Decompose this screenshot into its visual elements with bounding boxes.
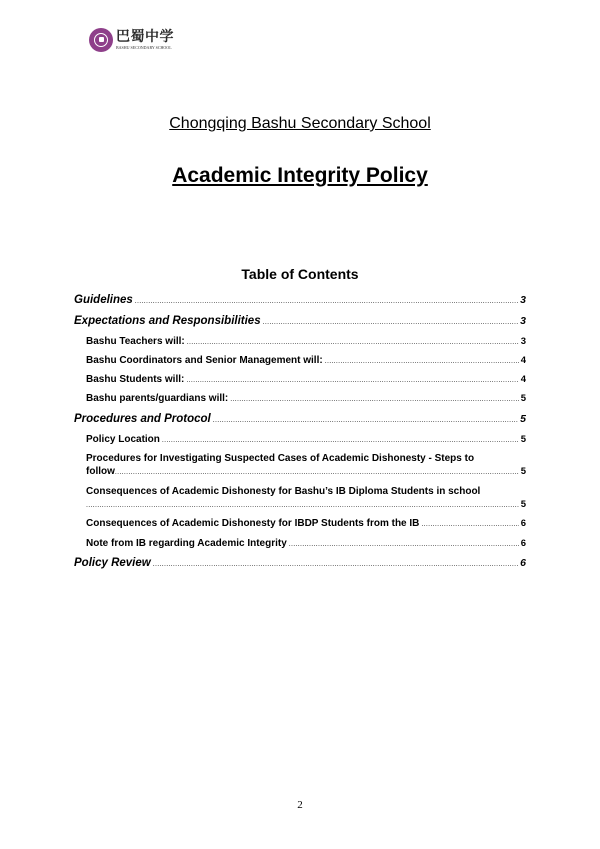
toc-leader — [289, 541, 519, 548]
toc-page-number: 5 — [520, 413, 526, 425]
toc-leader — [86, 502, 519, 509]
toc-leader — [187, 339, 519, 346]
toc-entry-label: Bashu Teachers will: — [86, 336, 185, 347]
toc-entry-policy-location[interactable] — [86, 434, 526, 445]
toc-page-number: 6 — [520, 538, 526, 549]
toc-entry-students[interactable] — [86, 374, 526, 385]
toc-entry-label: Bashu parents/guardians will: — [86, 393, 229, 404]
toc-heading: Table of Contents — [241, 266, 359, 282]
toc-page-number: 4 — [520, 355, 526, 366]
toc-page-number: 3 — [520, 315, 526, 327]
toc-page-number: 4 — [520, 374, 526, 385]
toc-page-number: 6 — [520, 557, 526, 569]
toc-entry-parents[interactable] — [86, 393, 526, 404]
toc-entry-label: Bashu Coordinators and Senior Management will: — [86, 355, 323, 366]
toc-entry-label-line2: follow — [86, 466, 115, 477]
toc-entry-note-ib[interactable] — [86, 538, 526, 549]
toc-entry-label: Note from IB regarding Academic Integrity — [86, 538, 287, 549]
toc-entry-label: Bashu Students will: — [86, 374, 185, 385]
toc-page-number: 3 — [520, 294, 526, 306]
toc-entry-guidelines[interactable] — [74, 294, 526, 306]
toc-entry-policy-review[interactable] — [74, 557, 526, 569]
toc-entry-consequences-school[interactable] — [86, 485, 526, 510]
toc-entry-coordinators[interactable] — [86, 355, 526, 366]
document-title: Academic Integrity Policy — [172, 164, 428, 187]
toc-entry-expectations[interactable] — [74, 315, 526, 327]
toc-leader — [135, 298, 518, 305]
toc-entry-label: Consequences of Academic Dishonesty for IBDP Students from the IB — [86, 518, 420, 529]
toc-entry-label-line1: Procedures for Investigating Suspected Cases of Academic Dishonesty - Steps to — [86, 453, 475, 464]
toc-entry-label-line1: Consequences of Academic Dishonesty for Bashu’s IB Diploma Students in school — [86, 486, 481, 497]
logo-chinese-name: 巴蜀中学 — [116, 28, 174, 45]
toc-entry-teachers[interactable] — [86, 336, 526, 347]
toc-page-number: 3 — [520, 336, 526, 347]
school-seal-icon — [89, 28, 113, 52]
toc-page-number: 5 — [520, 466, 526, 477]
toc-entry-label: Guidelines — [74, 294, 133, 306]
toc-page-number: 5 — [520, 499, 526, 510]
toc-entry-label: Policy Review — [74, 557, 151, 569]
toc-entry-investigating[interactable] — [86, 452, 526, 477]
toc-entry-label: Procedures and Protocol — [74, 413, 211, 425]
toc-leader — [162, 437, 519, 444]
logo-english-name: BASHU SECONDARY SCHOOL — [116, 44, 172, 50]
toc-leader — [153, 561, 518, 568]
school-name: Chongqing Bashu Secondary School — [169, 115, 431, 132]
toc-leader — [186, 377, 518, 384]
toc-leader — [263, 319, 519, 326]
toc-entry-consequences-ib[interactable] — [86, 518, 526, 529]
toc-page-number: 5 — [520, 393, 526, 404]
toc-leader — [421, 521, 518, 528]
school-logo — [89, 26, 175, 53]
page-number: 2 — [297, 799, 303, 811]
toc-entry-label: Expectations and Responsibilities — [74, 315, 261, 327]
toc-page-number: 5 — [520, 434, 526, 445]
toc-entry-procedures[interactable] — [74, 413, 526, 425]
toc-leader — [230, 396, 518, 403]
toc-leader — [213, 417, 518, 424]
toc-leader — [325, 358, 519, 365]
toc-entry-label: Policy Location — [86, 434, 160, 445]
toc-page-number: 6 — [520, 518, 526, 529]
toc-leader — [115, 469, 519, 476]
